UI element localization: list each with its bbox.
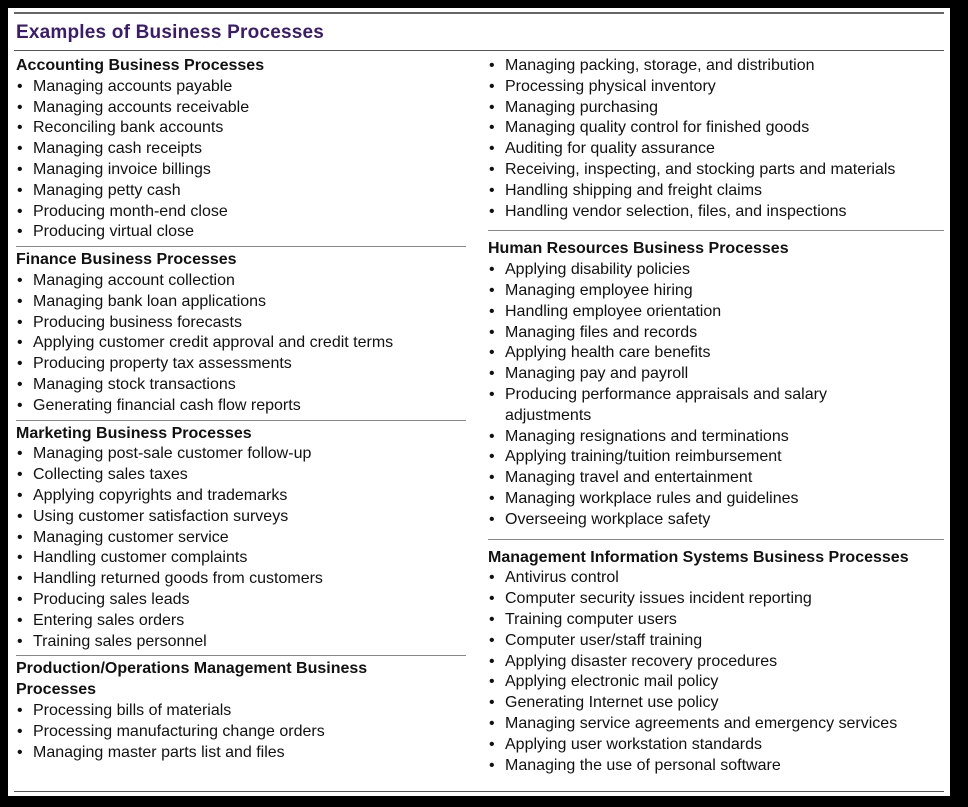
- list-item: • Managing pay and payroll: [488, 364, 944, 385]
- list-item: • Applying training/tuition reimbursement: [488, 447, 944, 468]
- list-item: • Handling vendor selection, files, and inspections: [488, 202, 944, 223]
- list-item: • Collecting sales taxes: [16, 465, 466, 486]
- list-item: • Applying copyrights and trademarks: [16, 486, 466, 507]
- list-item: • Producing month-end close: [16, 202, 466, 223]
- list-item: • Processing manufacturing change orders: [16, 722, 466, 743]
- document-frame: [8, 8, 950, 796]
- section-title: Production/Operations Management Business Processes: [16, 660, 368, 699]
- list-item: • Handling returned goods from customers: [16, 569, 466, 590]
- section-mis: [488, 548, 944, 777]
- list-item: • Producing sales leads: [16, 590, 466, 611]
- section-divider: [488, 230, 944, 231]
- list-item: • Managing quality control for finished goods: [488, 118, 944, 139]
- list-item: • Managing resignations and terminations: [488, 427, 944, 448]
- list-item: • Managing account collection: [16, 271, 466, 292]
- list-item: • Generating financial cash flow reports: [16, 396, 466, 417]
- bottom-rule: [14, 791, 944, 792]
- right-column: [488, 56, 944, 776]
- list-item: • Receiving, inspecting, and stocking parts and materials: [488, 160, 944, 181]
- list-item: • Applying disaster recovery procedures: [488, 652, 944, 673]
- list-item: • Generating Internet use policy: [488, 693, 944, 714]
- list-item: • Managing petty cash: [16, 181, 466, 202]
- list-item: • Training computer users: [488, 610, 944, 631]
- list-item: • Managing stock transactions: [16, 375, 466, 396]
- list-item: • Computer security issues incident reporting: [488, 589, 944, 610]
- section-marketing: [16, 424, 466, 653]
- list-item: • Applying customer credit approval and credit terms: [16, 333, 466, 354]
- list-item: • Managing files and records: [488, 323, 944, 344]
- list-item: • Auditing for quality assurance: [488, 139, 944, 160]
- item-list: [16, 271, 466, 417]
- list-item: • Applying user workstation standards: [488, 735, 944, 756]
- list-item: • Managing workplace rules and guidelines: [488, 489, 944, 510]
- section-title: Accounting Business Processes: [16, 57, 265, 74]
- list-item: • Applying disability policies: [488, 260, 944, 281]
- list-item: • Training sales personnel: [16, 632, 466, 653]
- item-list: [16, 77, 466, 243]
- list-item: • Applying health care benefits: [488, 343, 944, 364]
- list-item: • Managing travel and entertainment: [488, 468, 944, 489]
- continuation-list: [488, 56, 944, 222]
- list-item: • Computer user/staff training: [488, 631, 944, 652]
- list-item: • Managing bank loan applications: [16, 292, 466, 313]
- list-item: • Managing the use of personal software: [488, 756, 944, 777]
- section-finance: [16, 250, 466, 416]
- section-title: Human Resources Business Processes: [488, 240, 789, 258]
- item-list: [16, 701, 466, 763]
- list-item: • Managing invoice billings: [16, 160, 466, 181]
- section-divider: [16, 655, 466, 656]
- list-item: • Handling shipping and freight claims: [488, 181, 944, 202]
- section-title: Management Information Systems Business Processes: [488, 548, 909, 566]
- list-item: • Managing accounts receivable: [16, 98, 466, 119]
- section-title: Finance Business Processes: [16, 251, 237, 269]
- list-item: • Using customer satisfaction surveys: [16, 507, 466, 528]
- list-item: • Processing bills of materials: [16, 701, 466, 722]
- list-item: • Antivirus control: [488, 568, 944, 589]
- page-title: Examples of Business Processes: [16, 22, 325, 43]
- list-item: • Managing cash receipts: [16, 139, 466, 160]
- list-item: • Producing virtual close: [16, 222, 466, 243]
- list-item: • Handling employee orientation: [488, 302, 944, 323]
- item-list: [16, 444, 466, 652]
- list-item: • Managing customer service: [16, 528, 466, 549]
- section-human-resources: [488, 239, 944, 530]
- list-item: • Managing master parts list and files: [16, 743, 466, 764]
- list-item: • Managing post-sale customer follow-up: [16, 444, 466, 465]
- section-title: Marketing Business Processes: [16, 424, 252, 442]
- list-item: • Managing service agreements and emergency services: [488, 714, 944, 735]
- item-list: [488, 568, 944, 776]
- list-item: • Handling customer complaints: [16, 548, 466, 569]
- left-column: [16, 56, 466, 763]
- list-item: • Producing performance appraisals and salary adjustments: [488, 385, 855, 427]
- section-divider: [488, 539, 944, 540]
- list-item: • Managing employee hiring: [488, 281, 944, 302]
- section-accounting: [16, 56, 466, 243]
- item-list: [488, 260, 944, 530]
- list-item: • Applying electronic mail policy: [488, 672, 944, 693]
- list-item: • Entering sales orders: [16, 611, 466, 632]
- list-item: • Processing physical inventory: [488, 77, 944, 98]
- list-item: • Managing packing, storage, and distribution: [488, 56, 944, 77]
- list-item: • Overseeing workplace safety: [488, 510, 944, 531]
- section-production-operations: [16, 659, 466, 763]
- list-item: • Producing business forecasts: [16, 313, 466, 334]
- list-item: • Managing accounts payable: [16, 77, 466, 98]
- list-item: • Managing purchasing: [488, 98, 944, 119]
- title-bottom-rule: [14, 50, 944, 51]
- list-item: • Producing property tax assessments: [16, 354, 466, 375]
- section-divider: [16, 420, 466, 421]
- title-top-rule: [14, 12, 944, 14]
- list-item: • Reconciling bank accounts: [16, 118, 466, 139]
- section-divider: [16, 246, 466, 247]
